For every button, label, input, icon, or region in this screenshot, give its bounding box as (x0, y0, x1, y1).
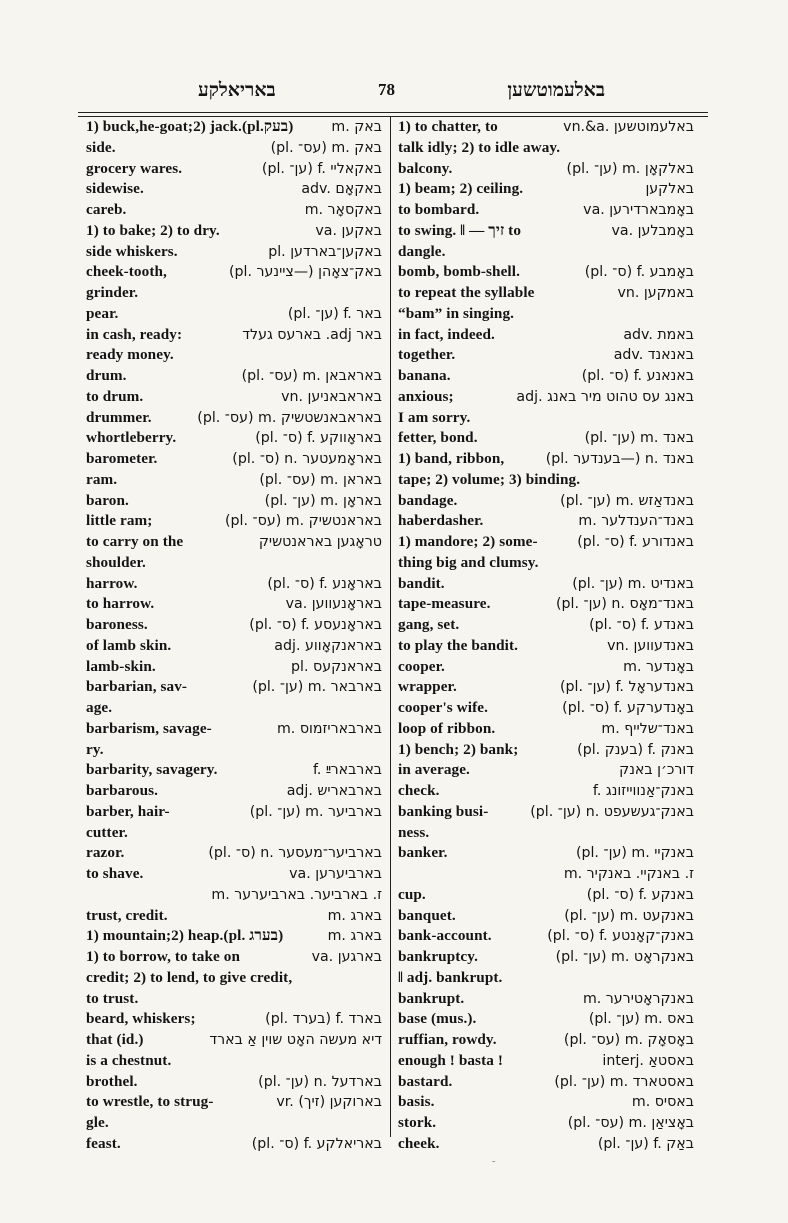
entry-yiddish: vn.&a. באלעמוטשען (563, 119, 694, 135)
entry-yiddish: m. באנד־הענדלער (578, 513, 694, 530)
dictionary-entry (86, 304, 382, 325)
header-right-guide-word: באלעמוטשען (507, 80, 605, 101)
entry-yiddish: m. באק (331, 119, 382, 135)
entry-yiddish: adj. באנג עס טהוט מיר באנג (516, 388, 694, 405)
entry-yiddish: vn. באמקען (617, 285, 694, 301)
entry-english: whortleberry. (86, 429, 177, 447)
dictionary-entry (398, 1092, 694, 1113)
entry-yiddish: (pl. ס־) f. באנאנע (581, 368, 694, 384)
entry-english: 1) buck,he-goat;2) jack.(pl.בעק) (86, 118, 294, 135)
dictionary-entry (398, 1051, 694, 1072)
entry-english: to swing. ‖ — זיך to (398, 221, 522, 239)
entry-english: 1) to bake; 2) to dry. (86, 221, 220, 239)
footer-mark: ˜ (492, 1160, 496, 1171)
entry-english: bandit. (398, 574, 445, 592)
entry-english: gang, set. (398, 616, 460, 633)
entry-yiddish: (pl. ען־) n. בארדעל (258, 1073, 382, 1090)
entry-english: basis. (398, 1093, 435, 1111)
entry-english: banana. (398, 367, 451, 384)
entry-yiddish: pl. באראנקעס (291, 658, 382, 675)
dictionary-entry (86, 532, 382, 553)
entry-yiddish: (pl. ען־) m. באנקיי (575, 845, 694, 862)
entry-english: balcony. (398, 159, 453, 177)
entry-english: cheek. (398, 1134, 440, 1152)
dictionary-entry (86, 594, 382, 615)
dictionary-entry (86, 200, 382, 221)
dictionary-entry (398, 615, 694, 636)
entry-english: beard, whiskers; (86, 1010, 196, 1028)
dictionary-entry (86, 885, 382, 906)
entry-english: bandage. (398, 491, 458, 509)
entry-yiddish: (pl. ס־) f. באָמבע (584, 264, 694, 281)
dictionary-entry (398, 1113, 694, 1134)
entry-english: 1) band, ribbon, (398, 450, 505, 467)
entry-english: ready money. (86, 346, 174, 364)
entry-yiddish: va. באָמבלען (611, 222, 694, 239)
dictionary-entry (86, 470, 382, 491)
entry-yiddish: (pl. ס־) f. באנקע (586, 886, 694, 903)
entry-english: bastard. (398, 1072, 453, 1090)
entry-english: enough ! basta ! (398, 1051, 503, 1069)
entry-yiddish: (pl. ען־) f. באַק (597, 1135, 694, 1152)
entry-english: ry. (86, 740, 104, 758)
entry-english: 1) to borrow, to take on (86, 948, 240, 965)
dictionary-entry (398, 428, 694, 449)
dictionary-entry (86, 242, 382, 263)
dictionary-entry (398, 200, 694, 221)
entry-english: to drum. (86, 387, 144, 405)
entry-yiddish: (pl. ציינער—) באק־צאָהן (229, 264, 382, 281)
entry-english: little ram; (86, 512, 153, 530)
entry-english: of lamb skin. (86, 636, 172, 654)
entry-english: to trust. (86, 989, 139, 1007)
entry-english: banquet. (398, 906, 456, 924)
entry-yiddish: (pl. עס־) m. באראבאן (241, 368, 382, 384)
entry-yiddish: m. בארבאריזמוס (276, 720, 382, 737)
entry-english: to shave. (86, 865, 144, 882)
entry-english: stork. (398, 1114, 437, 1131)
dictionary-entry (86, 1009, 382, 1030)
entry-yiddish: (pl. ס־) n. באראָמעטער (232, 451, 382, 467)
dictionary-entry (398, 1072, 694, 1093)
dictionary-entry (86, 117, 382, 138)
dictionary-entry (86, 1051, 382, 1072)
entry-yiddish: (pl. ען־) m. באנקראָט (555, 949, 694, 965)
dictionary-entry (86, 657, 382, 678)
entry-english: brothel. (86, 1072, 138, 1090)
dictionary-entry (398, 574, 694, 595)
entry-english: side. (86, 138, 116, 156)
header-rule (78, 112, 708, 113)
entry-english: to bombard. (398, 201, 480, 218)
entry-yiddish: (pl. בענק) f. באנק (577, 741, 694, 758)
entry-english: bomb, bomb-shell. (398, 263, 520, 281)
entry-yiddish: (pl. ס־) f. באנק־קאָנטע (547, 928, 694, 945)
dictionary-entry (398, 221, 694, 242)
entry-english: cheek-tooth, (86, 263, 167, 281)
dictionary-entry (86, 760, 382, 781)
dictionary-entry (86, 615, 382, 636)
entry-yiddish: adv. באקאָם (301, 181, 382, 198)
entry-english: pear. (86, 304, 119, 322)
entry-yiddish: (pl. ען־) m. בארבאר (252, 679, 382, 696)
dictionary-entry (86, 906, 382, 927)
entry-yiddish: (pl. ען־) n. באנד־מאָס (555, 596, 694, 613)
dictionary-entry (86, 781, 382, 802)
entry-english: drum. (86, 367, 127, 384)
entry-english: bank-account. (398, 927, 492, 945)
entry-yiddish: (pl. ען־) n. באנק־געשעפט (530, 803, 694, 820)
dictionary-entry (398, 677, 694, 698)
dictionary-entry (86, 491, 382, 512)
entry-yiddish: (pl. ען־) f. באקאליי (261, 160, 382, 177)
entry-yiddish: m. באָנדער (623, 658, 694, 675)
dictionary-entry (86, 221, 382, 242)
entry-yiddish: (pl. ען־) m. באלקאָן (566, 160, 694, 177)
entry-yiddish: (pl. ען־) m. באסטארד (554, 1073, 694, 1090)
entry-english: age. (86, 699, 113, 716)
entry-yiddish: adv. באמת (623, 326, 694, 343)
dictionary-entry (86, 989, 382, 1010)
entry-english: loop of ribbon. (398, 719, 496, 737)
entry-yiddish: f. באנק־אַנווייזונג (592, 783, 694, 799)
entry-yiddish: (pl. ס־) f. באנדע (589, 617, 694, 633)
dictionary-entry (86, 636, 382, 657)
entry-yiddish: (pl. ען־) m. באנדיט (572, 575, 694, 592)
dictionary-entry (86, 449, 382, 470)
entry-english: banking busi- (398, 802, 489, 820)
dictionary-entry (398, 802, 694, 823)
entry-yiddish: m. ז. בארביער. בארביערער (211, 886, 382, 903)
dictionary-entry (86, 553, 382, 574)
entry-yiddish: va. באָמבארדירען (583, 202, 694, 218)
dictionary-entry (398, 511, 694, 532)
entry-english: wrapper. (398, 678, 457, 696)
dictionary-entry (398, 698, 694, 719)
dictionary-entry (86, 1113, 382, 1134)
entry-english: side whiskers. (86, 242, 178, 260)
entry-english: in average. (398, 761, 470, 779)
entry-yiddish: (pl. עס־) m. באָסאָק (563, 1032, 694, 1048)
dictionary-entry (86, 179, 382, 200)
dictionary-entry (398, 242, 694, 263)
dictionary-entry (398, 262, 694, 283)
entry-english: to harrow. (86, 595, 155, 613)
dictionary-entry (398, 1009, 694, 1030)
dictionary-entry (86, 677, 382, 698)
dictionary-entry (398, 138, 694, 159)
dictionary-entry (398, 906, 694, 927)
dictionary-entry (398, 989, 694, 1010)
entry-yiddish: (pl. ס־) f. באנדורע (577, 534, 694, 550)
entry-english: haberdasher. (398, 512, 484, 530)
entry-yiddish: (pl. ען־) m. באראָן (264, 492, 382, 509)
entry-english: “bam” in singing. (398, 304, 515, 322)
dictionary-entry (398, 325, 694, 346)
entry-yiddish: (pl. ס־) n. בארביער־מעסער (208, 845, 382, 862)
entry-english: 1) mountain;2) heap.(pl. בערג) (86, 927, 284, 945)
dictionary-entry (86, 325, 382, 346)
entry-yiddish: באר adj. בארעס געלד (242, 326, 382, 343)
entry-yiddish: (pl. ען־) f. באנדעראָל (560, 679, 694, 696)
entry-english: barbarian, sav- (86, 678, 188, 696)
dictionary-entry (86, 1072, 382, 1093)
entry-english: feast. (86, 1134, 121, 1152)
dictionary-entry (398, 366, 694, 387)
entry-yiddish: adv. באנאנד (613, 347, 694, 364)
entry-yiddish: (pl. ס־) f. באראָנע (267, 575, 382, 592)
entry-english: baron. (86, 491, 129, 509)
entry-english: in cash, ready: (86, 325, 183, 343)
dictionary-entry (86, 823, 382, 844)
dictionary-entry (86, 968, 382, 989)
dictionary-entry (86, 926, 382, 947)
dictionary-entry (86, 408, 382, 429)
entry-english: to play the bandit. (398, 636, 519, 654)
entry-english: barometer. (86, 450, 158, 467)
entry-english: careb. (86, 201, 127, 218)
dictionary-entry (86, 366, 382, 387)
entry-english: I am sorry. (398, 408, 471, 426)
entry-yiddish: טראָגען באראנטשיק (258, 534, 382, 550)
dictionary-entry (398, 823, 694, 844)
entry-yiddish: (pl. ס־) f. באָנדערקע (562, 700, 694, 716)
entry-yiddish: דיא מעשה האָט שוין אַ בארד (209, 1032, 382, 1048)
entry-english: bankrupt. (398, 989, 465, 1007)
right-column (398, 117, 694, 1155)
entry-english: gle. (86, 1114, 109, 1131)
entry-yiddish: (pl. ען־) m. בארביער (249, 803, 382, 820)
entry-english: razor. (86, 844, 125, 862)
entry-english: barbarous. (86, 782, 159, 799)
dictionary-entry (398, 491, 694, 512)
entry-yiddish: va. באקען (315, 222, 382, 239)
entry-english: 1) to chatter, to (398, 118, 498, 135)
dictionary-entry (398, 179, 694, 200)
dictionary-entry (86, 1030, 382, 1051)
entry-yiddish: adj. בארבאריש (286, 783, 382, 799)
entry-english: baroness. (86, 616, 148, 633)
dictionary-entry (398, 740, 694, 761)
dictionary-entry (398, 968, 694, 989)
dictionary-entry (398, 926, 694, 947)
dictionary-entry (398, 636, 694, 657)
entry-yiddish: (pl. ען־) m. באנד (584, 430, 694, 447)
entry-english: barbarism, savage- (86, 719, 212, 737)
entry-english: sidewise. (86, 180, 144, 198)
dictionary-entry (86, 947, 382, 968)
entry-english: bankruptcy. (398, 948, 479, 965)
entry-english: is a chestnut. (86, 1051, 172, 1069)
entry-english: drummer. (86, 408, 152, 426)
entry-yiddish: m. באקסאָר (304, 202, 382, 218)
dictionary-entry (86, 283, 382, 304)
dictionary-entry (398, 1134, 694, 1155)
entry-yiddish: va. באראָנעווען (285, 596, 382, 613)
entry-english: fetter, bond. (398, 429, 478, 447)
entry-yiddish: (pl. בערד) f. בארד (265, 1011, 382, 1028)
dictionary-entry (398, 304, 694, 325)
entry-yiddish: f. בארבארײַ (312, 762, 382, 779)
entry-yiddish: (pl. עס־) m. באראנטשיק (225, 513, 382, 530)
dictionary-entry (398, 470, 694, 491)
entry-english: to repeat the syllable (398, 284, 535, 301)
entry-english: talk idly; 2) to idle away. (398, 138, 561, 156)
dictionary-entry (86, 511, 382, 532)
entry-yiddish: (pl. ען־) m. באנדאַזש (560, 492, 694, 509)
entry-yiddish: (pl. עס־) m. באק (270, 139, 382, 156)
entry-yiddish: vn. באנדעווען (607, 637, 694, 654)
dictionary-entry (86, 262, 382, 283)
dictionary-entry (86, 387, 382, 408)
entry-english: cup. (398, 885, 426, 903)
dictionary-entry (398, 760, 694, 781)
entry-yiddish: va. בארגען (311, 949, 382, 965)
entry-yiddish: (pl. ען־) f. באר (287, 305, 382, 322)
entry-english: credit; 2) to lend, to give credit, (86, 968, 293, 986)
entry-yiddish: interj. באסטאַ (602, 1052, 694, 1069)
entry-english: thing big and clumsy. (398, 553, 539, 571)
entry-yiddish: (pl. ס־) f. באראָנעסע (249, 617, 382, 633)
entry-english: dangle. (398, 242, 446, 260)
entry-yiddish: m. באנקראָטירער (582, 990, 694, 1007)
page-number: 78 (378, 80, 395, 99)
dictionary-entry (398, 283, 694, 304)
entry-english: ‖ adj. bankrupt. (398, 968, 503, 986)
entry-english: grinder. (86, 284, 139, 301)
entry-english: that (id.) (86, 1031, 144, 1048)
dictionary-entry (398, 947, 694, 968)
entry-yiddish: (pl. ס־) f. באריאלקע (251, 1135, 382, 1152)
dictionary-entry (398, 864, 694, 885)
dictionary-entry (86, 864, 382, 885)
dictionary-entry (86, 1134, 382, 1155)
entry-yiddish: va. בארביערען (289, 866, 382, 882)
header-left-guide-word: באריאלקע (198, 80, 276, 101)
entry-yiddish: m. באסיס (631, 1094, 694, 1111)
column-divider (390, 117, 391, 1137)
dictionary-entry (398, 159, 694, 180)
dictionary-entry (86, 428, 382, 449)
dictionary-entry (86, 802, 382, 823)
entry-english: base (mus.). (398, 1010, 477, 1028)
entry-yiddish: m. בארג (327, 907, 382, 924)
entry-english: banker. (398, 844, 448, 862)
entry-english: 1) bench; 2) bank; (398, 740, 519, 758)
dictionary-entry (86, 719, 382, 740)
entry-english: tape; 2) volume; 3) binding. (398, 470, 581, 488)
dictionary-entry (86, 843, 382, 864)
dictionary-entry (86, 159, 382, 180)
dictionary-entry (398, 1030, 694, 1051)
entry-english: in fact, indeed. (398, 325, 495, 343)
running-header (88, 80, 700, 104)
entry-english: 1) beam; 2) ceiling. (398, 180, 524, 198)
dictionary-entry (398, 345, 694, 366)
entry-yiddish: m. ז. באנקיי. באנקיר (563, 866, 694, 882)
entry-yiddish: vn. באראבאניען (281, 388, 382, 405)
dictionary-entry (398, 553, 694, 574)
entry-english: ness. (398, 823, 430, 841)
dictionary-entry (86, 574, 382, 595)
entry-english: cutter. (86, 823, 128, 841)
dictionary-entry (86, 345, 382, 366)
entry-english: lamb-skin. (86, 657, 156, 675)
entry-yiddish: pl. באקען־בארדען (268, 243, 382, 260)
dictionary-entry (398, 594, 694, 615)
entry-yiddish: m. באנד־שלייף (601, 720, 694, 737)
entry-yiddish: m. בארג (327, 928, 382, 945)
entry-yiddish: adj. באראנקאָווע (274, 637, 382, 654)
entry-english: ram. (86, 470, 118, 488)
entry-english: tape-measure. (398, 595, 491, 613)
dictionary-entry (398, 885, 694, 906)
dictionary-entry (398, 843, 694, 864)
entry-english: check. (398, 782, 440, 799)
entry-yiddish: (pl. ען־) m. באס (588, 1011, 694, 1028)
dictionary-entry (86, 740, 382, 761)
entry-english: to wrestle, to strug- (86, 1093, 214, 1111)
entry-yiddish: (pl. עס־) m. באראן (259, 471, 382, 488)
dictionary-entry (398, 781, 694, 802)
entry-english: anxious; (398, 387, 454, 405)
entry-english: grocery wares. (86, 159, 183, 177)
dictionary-entry (398, 117, 694, 138)
left-column (86, 117, 382, 1155)
entry-english: shoulder. (86, 553, 146, 571)
entry-english: ruffian, rowdy. (398, 1031, 497, 1048)
entry-english: harrow. (86, 574, 138, 592)
entry-yiddish: (pl. עס־) m. באראבאנשטשיק (197, 409, 382, 426)
entry-english: 1) mandore; 2) some- (398, 533, 538, 550)
dictionary-entry (398, 719, 694, 740)
entry-english: together. (398, 346, 456, 364)
entry-english: trust, credit. (86, 906, 168, 924)
entry-yiddish: (pl. בענדער—) n. באנד (545, 451, 694, 467)
dictionary-entry (86, 138, 382, 159)
entry-english: barbarity, savagery. (86, 761, 218, 779)
entry-english: cooper. (398, 657, 445, 675)
entry-english: barber, hair- (86, 802, 170, 820)
dictionary-entry (398, 449, 694, 470)
entry-yiddish: באלקען (645, 181, 694, 198)
entry-english: cooper's wife. (398, 699, 488, 716)
dictionary-entry (86, 1092, 382, 1113)
entry-english: to carry on the (86, 533, 184, 550)
entry-yiddish: vr. (זיך) בארוקען (276, 1094, 382, 1111)
dictionary-entry (398, 657, 694, 678)
entry-yiddish: (pl. עס־) m. באָציאַן (567, 1115, 694, 1131)
dictionary-entry (398, 387, 694, 408)
entry-yiddish: (pl. ען־) m. באנקעט (564, 907, 694, 924)
dictionary-entry (86, 698, 382, 719)
entry-yiddish: (pl. ס־) f. באראָווקע (255, 430, 382, 447)
dictionary-entry (398, 408, 694, 429)
entry-yiddish: דורכ׳ן באנק (619, 762, 694, 779)
dictionary-entry (398, 532, 694, 553)
